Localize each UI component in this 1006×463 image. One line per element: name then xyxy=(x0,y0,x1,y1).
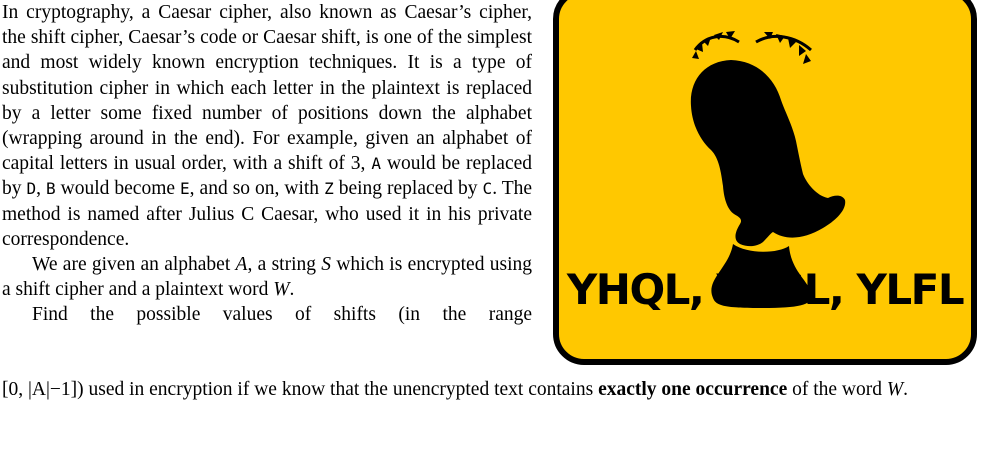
caesar-figure xyxy=(553,0,977,366)
intro-column xyxy=(2,0,532,328)
code-letter-a: A xyxy=(371,154,382,174)
task-text-1: Find the possible values of shifts (in the range xyxy=(32,304,532,326)
intro-text-2: would be replaced by xyxy=(2,153,533,200)
shift-range: [0, |A|−1] xyxy=(2,379,78,400)
intro-text-3: , xyxy=(36,178,47,200)
given-text-4: . xyxy=(289,279,295,301)
intro-paragraph xyxy=(2,0,532,252)
intro-text-7: . The method is named after Julius C Caesar, who used it in his private correspondence. xyxy=(2,178,533,250)
intro-text-1: In cryptography, a Caesar cipher, also known as Caesar’s cipher, the shift cipher, Caesar’s code or Caesar shift, is one of the simplest and most widely known encryption techniques. It is a type of substitution cipher in which each letter in the plaintext is replaced by a letter some fixed number of positions down the alphabet (wrapping around in the end). For example, given an alphabet of capital letters in usual order, with a shift of 3, xyxy=(2,2,532,175)
task-continuation xyxy=(2,377,978,402)
task-text-2: ) used in encryption if we know that the unencrypted text contains xyxy=(77,379,599,400)
intro-text-5: , and so on, with xyxy=(189,178,325,200)
intro-text-6: being replaced by xyxy=(333,178,483,200)
cipher-caption: YHQL, YLGL, YLFL xyxy=(566,265,964,314)
code-letter-d: D xyxy=(26,179,37,199)
code-letter-b: B xyxy=(46,179,56,199)
given-text-3: which is encrypted using a shift cipher and a plaintext word xyxy=(2,254,533,301)
code-letter-z: Z xyxy=(324,179,334,199)
given-paragraph xyxy=(2,252,532,302)
variable-alphabet: A xyxy=(235,254,248,276)
task-paragraph-start xyxy=(2,302,532,327)
code-letter-c: C xyxy=(482,179,493,199)
emphasis-exactly-one: exactly one occurrence xyxy=(598,379,788,400)
code-letter-e: E xyxy=(180,179,190,199)
given-text-1: We are given an alphabet xyxy=(32,254,236,276)
variable-word: W xyxy=(273,279,290,301)
caesar-illustration xyxy=(553,0,977,366)
given-text-2: , a string xyxy=(247,254,322,276)
task-text-4: . xyxy=(903,379,909,400)
variable-string: S xyxy=(321,254,332,276)
variable-word-2: W xyxy=(886,379,904,400)
intro-text-4: would become xyxy=(55,178,181,200)
task-text-3: of the word xyxy=(787,379,887,400)
